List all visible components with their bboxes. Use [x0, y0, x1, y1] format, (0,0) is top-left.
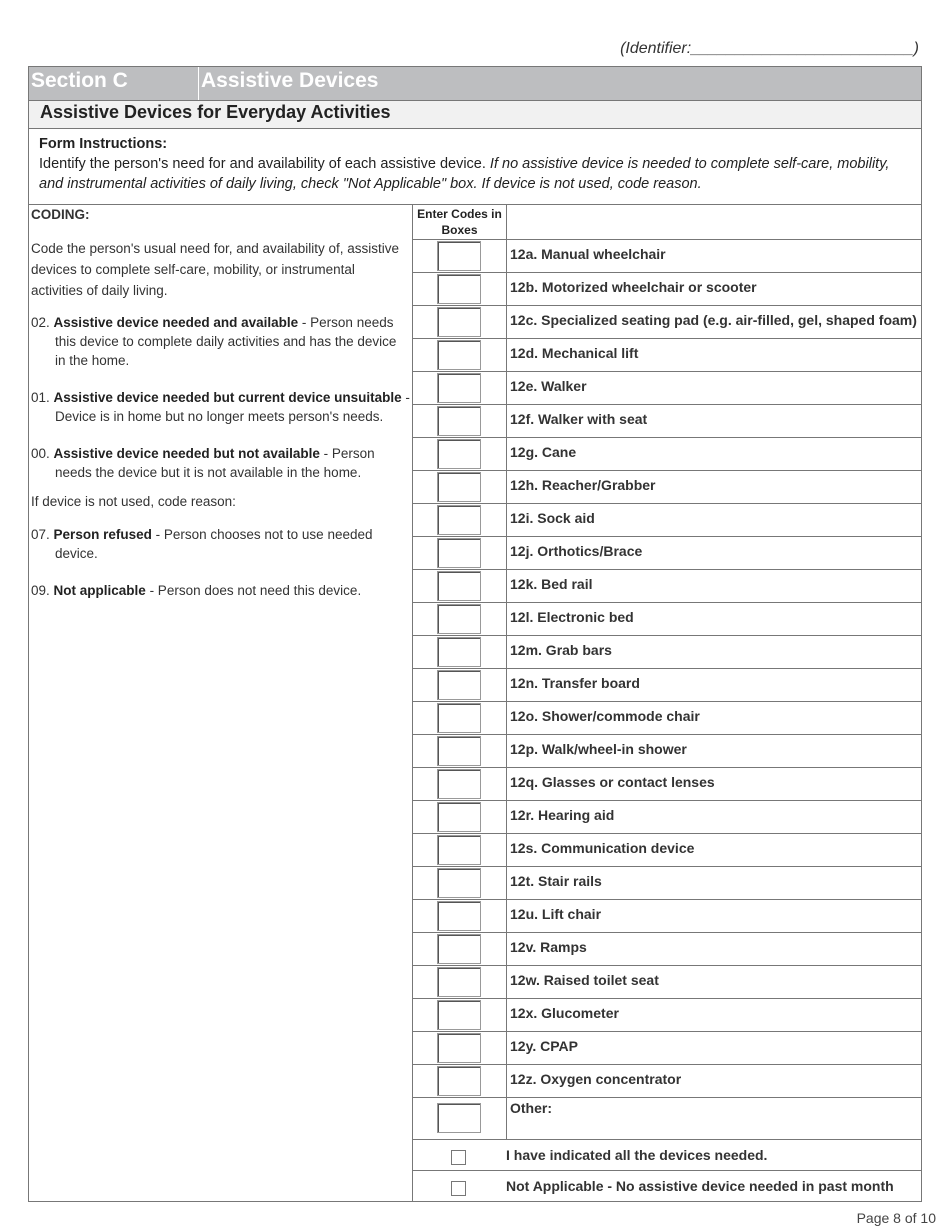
table-row: [413, 801, 921, 834]
device-label: 12s. Communication device: [510, 840, 695, 856]
table-row: [413, 570, 921, 603]
code-cell: [413, 867, 507, 899]
table-row: [413, 999, 921, 1032]
code-cell: [413, 438, 507, 470]
table-row: [413, 537, 921, 570]
code-cell: [413, 372, 507, 404]
code-cell: [413, 339, 507, 371]
device-label: 12e. Walker: [510, 378, 587, 394]
code-cell: [413, 1065, 507, 1097]
coding-table: [28, 204, 922, 1202]
table-row: [413, 504, 921, 537]
code-input-box[interactable]: [437, 406, 481, 436]
table-row-other: [413, 1098, 921, 1140]
all-indicated-row: [413, 1140, 921, 1171]
table-row: [413, 933, 921, 966]
code-cell: [413, 669, 507, 701]
code-input-box[interactable]: [437, 934, 481, 964]
device-label: 12g. Cane: [510, 444, 577, 460]
table-row: [413, 471, 921, 504]
code-input-box[interactable]: [437, 637, 481, 667]
table-row: [413, 636, 921, 669]
code-input-box[interactable]: [437, 967, 481, 997]
table-row: [413, 702, 921, 735]
coding-title: CODING:: [31, 207, 90, 222]
all-indicated-checkbox[interactable]: [451, 1150, 466, 1165]
table-row: [413, 405, 921, 438]
code-input-box[interactable]: [437, 373, 481, 403]
table-row: [413, 240, 921, 273]
device-label: 12w. Raised toilet seat: [510, 972, 659, 988]
code-cell: [413, 801, 507, 833]
code-item: 02. Assistive device needed and available - Person needs this device to complete daily activities and has the device in the home.: [31, 315, 397, 368]
code-cell: [413, 306, 507, 338]
code-input-box[interactable]: [437, 769, 481, 799]
code-cell: [413, 933, 507, 965]
code-cell: [413, 636, 507, 668]
table-row: [413, 438, 921, 471]
table-row: [413, 339, 921, 372]
code-input-box[interactable]: [437, 472, 481, 502]
table-row: [413, 603, 921, 636]
instructions-italic: If no assistive device is needed to complete self-care, mobility, and instrumental activities of daily living, check "Not Applicable" box. If device is not used, code reason.: [39, 156, 890, 192]
code-cell: [413, 834, 507, 866]
code-input-box[interactable]: [437, 439, 481, 469]
form-instructions: [28, 129, 922, 205]
device-label: 12j. Orthotics/Brace: [510, 543, 643, 559]
code-input-box[interactable]: [437, 1066, 481, 1096]
code-input-box[interactable]: [437, 736, 481, 766]
code-cell: [413, 702, 507, 734]
code-cell: [413, 1032, 507, 1064]
device-label: 12o. Shower/commode chair: [510, 708, 700, 724]
not-applicable-row: [413, 1171, 921, 1202]
table-row: [413, 966, 921, 999]
coding-panel: [29, 205, 413, 1201]
table-header-row: [413, 205, 921, 240]
code-cell: [413, 405, 507, 437]
code-cell: [413, 900, 507, 932]
code-input-box[interactable]: [437, 571, 481, 601]
device-label: 12u. Lift chair: [510, 906, 602, 922]
device-label: 12r. Hearing aid: [510, 807, 615, 823]
instructions-body: [39, 154, 911, 194]
code-input-box[interactable]: [437, 1103, 481, 1133]
device-label: 12b. Motorized wheelchair or scooter: [510, 279, 757, 295]
reason-item: 07. Person refused - Person chooses not to use needed device.: [31, 527, 373, 561]
device-label: 12c. Specialized seating pad (e.g. air-filled, gel, shaped foam): [510, 312, 917, 328]
not-applicable-checkbox[interactable]: [451, 1181, 466, 1196]
table-row: [413, 834, 921, 867]
not-applicable-label: Not Applicable - No assistive device needed in past month: [506, 1178, 894, 1194]
code-input-box[interactable]: [437, 1033, 481, 1063]
code-input-box[interactable]: [437, 274, 481, 304]
code-input-box[interactable]: [437, 340, 481, 370]
code-input-box[interactable]: [437, 703, 481, 733]
device-label: 12z. Oxygen concentrator: [510, 1071, 682, 1087]
section-title: Assistive Devices: [201, 69, 379, 92]
device-label: 12q. Glasses or contact lenses: [510, 774, 715, 790]
code-input-box[interactable]: [437, 1000, 481, 1030]
table-row: [413, 900, 921, 933]
code-input-box[interactable]: [437, 241, 481, 271]
other-label: Other:: [510, 1100, 552, 1116]
device-label: 12x. Glucometer: [510, 1005, 619, 1021]
code-cell: [413, 966, 507, 998]
coding-description: Code the person's usual need for, and availability of, assistive devices to complete self-care, mobility, or instrumental activities of daily living.: [31, 241, 400, 298]
code-item: 00. Assistive device needed but not available - Person needs the device but it is not available in the home.: [31, 446, 375, 480]
device-label: 12p. Walk/wheel-in shower: [510, 741, 687, 757]
code-cell: [413, 273, 507, 305]
table-row: [413, 669, 921, 702]
table-row: [413, 1065, 921, 1098]
code-input-box[interactable]: [437, 604, 481, 634]
device-label: 12t. Stair rails: [510, 873, 602, 889]
code-input-box[interactable]: [437, 670, 481, 700]
identifier-field: (Identifier:_________________________): [620, 40, 919, 57]
device-label: 12a. Manual wheelchair: [510, 246, 666, 262]
code-input-box[interactable]: [437, 307, 481, 337]
code-input-box[interactable]: [437, 538, 481, 568]
code-cell: [413, 768, 507, 800]
device-label: 12f. Walker with seat: [510, 411, 648, 427]
device-label: 12i. Sock aid: [510, 510, 595, 526]
code-item: 01. Assistive device needed but current device unsuitable - Device is in home but no longer meets person's needs.: [31, 390, 410, 424]
code-cell: [413, 1098, 507, 1139]
section-header: [28, 66, 922, 101]
table-row: [413, 867, 921, 900]
table-row: [413, 735, 921, 768]
code-input-box[interactable]: [437, 802, 481, 832]
device-label: 12n. Transfer board: [510, 675, 640, 691]
device-rows: [413, 240, 921, 1140]
code-cell: [413, 240, 507, 272]
subheading: Assistive Devices for Everyday Activities: [28, 101, 922, 129]
code-cell: [413, 999, 507, 1031]
table-row: [413, 273, 921, 306]
section-id: Section C: [29, 67, 199, 100]
device-label: 12l. Electronic bed: [510, 609, 634, 625]
code-cell: [413, 537, 507, 569]
device-label: 12k. Bed rail: [510, 576, 593, 592]
code-input-box[interactable]: [437, 868, 481, 898]
code-cell: [413, 570, 507, 602]
device-label: 12m. Grab bars: [510, 642, 612, 658]
device-label: 12d. Mechanical lift: [510, 345, 639, 361]
page-number: Page 8 of 10: [856, 1210, 936, 1226]
code-cell: [413, 735, 507, 767]
table-row: [413, 768, 921, 801]
code-input-box[interactable]: [437, 901, 481, 931]
device-label: 12v. Ramps: [510, 939, 587, 955]
instructions-title: Form Instructions:: [39, 136, 168, 152]
device-label: 12h. Reacher/Grabber: [510, 477, 656, 493]
code-cell: [413, 504, 507, 536]
device-label: 12y. CPAP: [510, 1038, 578, 1054]
all-indicated-label: I have indicated all the devices needed.: [506, 1147, 768, 1163]
code-cell: [413, 603, 507, 635]
codes-column-header: Enter Codes in Boxes: [413, 205, 507, 239]
table-row: [413, 372, 921, 405]
code-cell: [413, 471, 507, 503]
instructions-text: Identify the person's need for and availability of each assistive device.: [39, 156, 490, 172]
table-row: [413, 1032, 921, 1065]
table-row: [413, 306, 921, 339]
reason-intro: If device is not used, code reason:: [31, 494, 236, 509]
reason-item: 09. Not applicable - Person does not need this device.: [31, 583, 362, 598]
code-input-box[interactable]: [437, 505, 481, 535]
code-input-box[interactable]: [437, 835, 481, 865]
